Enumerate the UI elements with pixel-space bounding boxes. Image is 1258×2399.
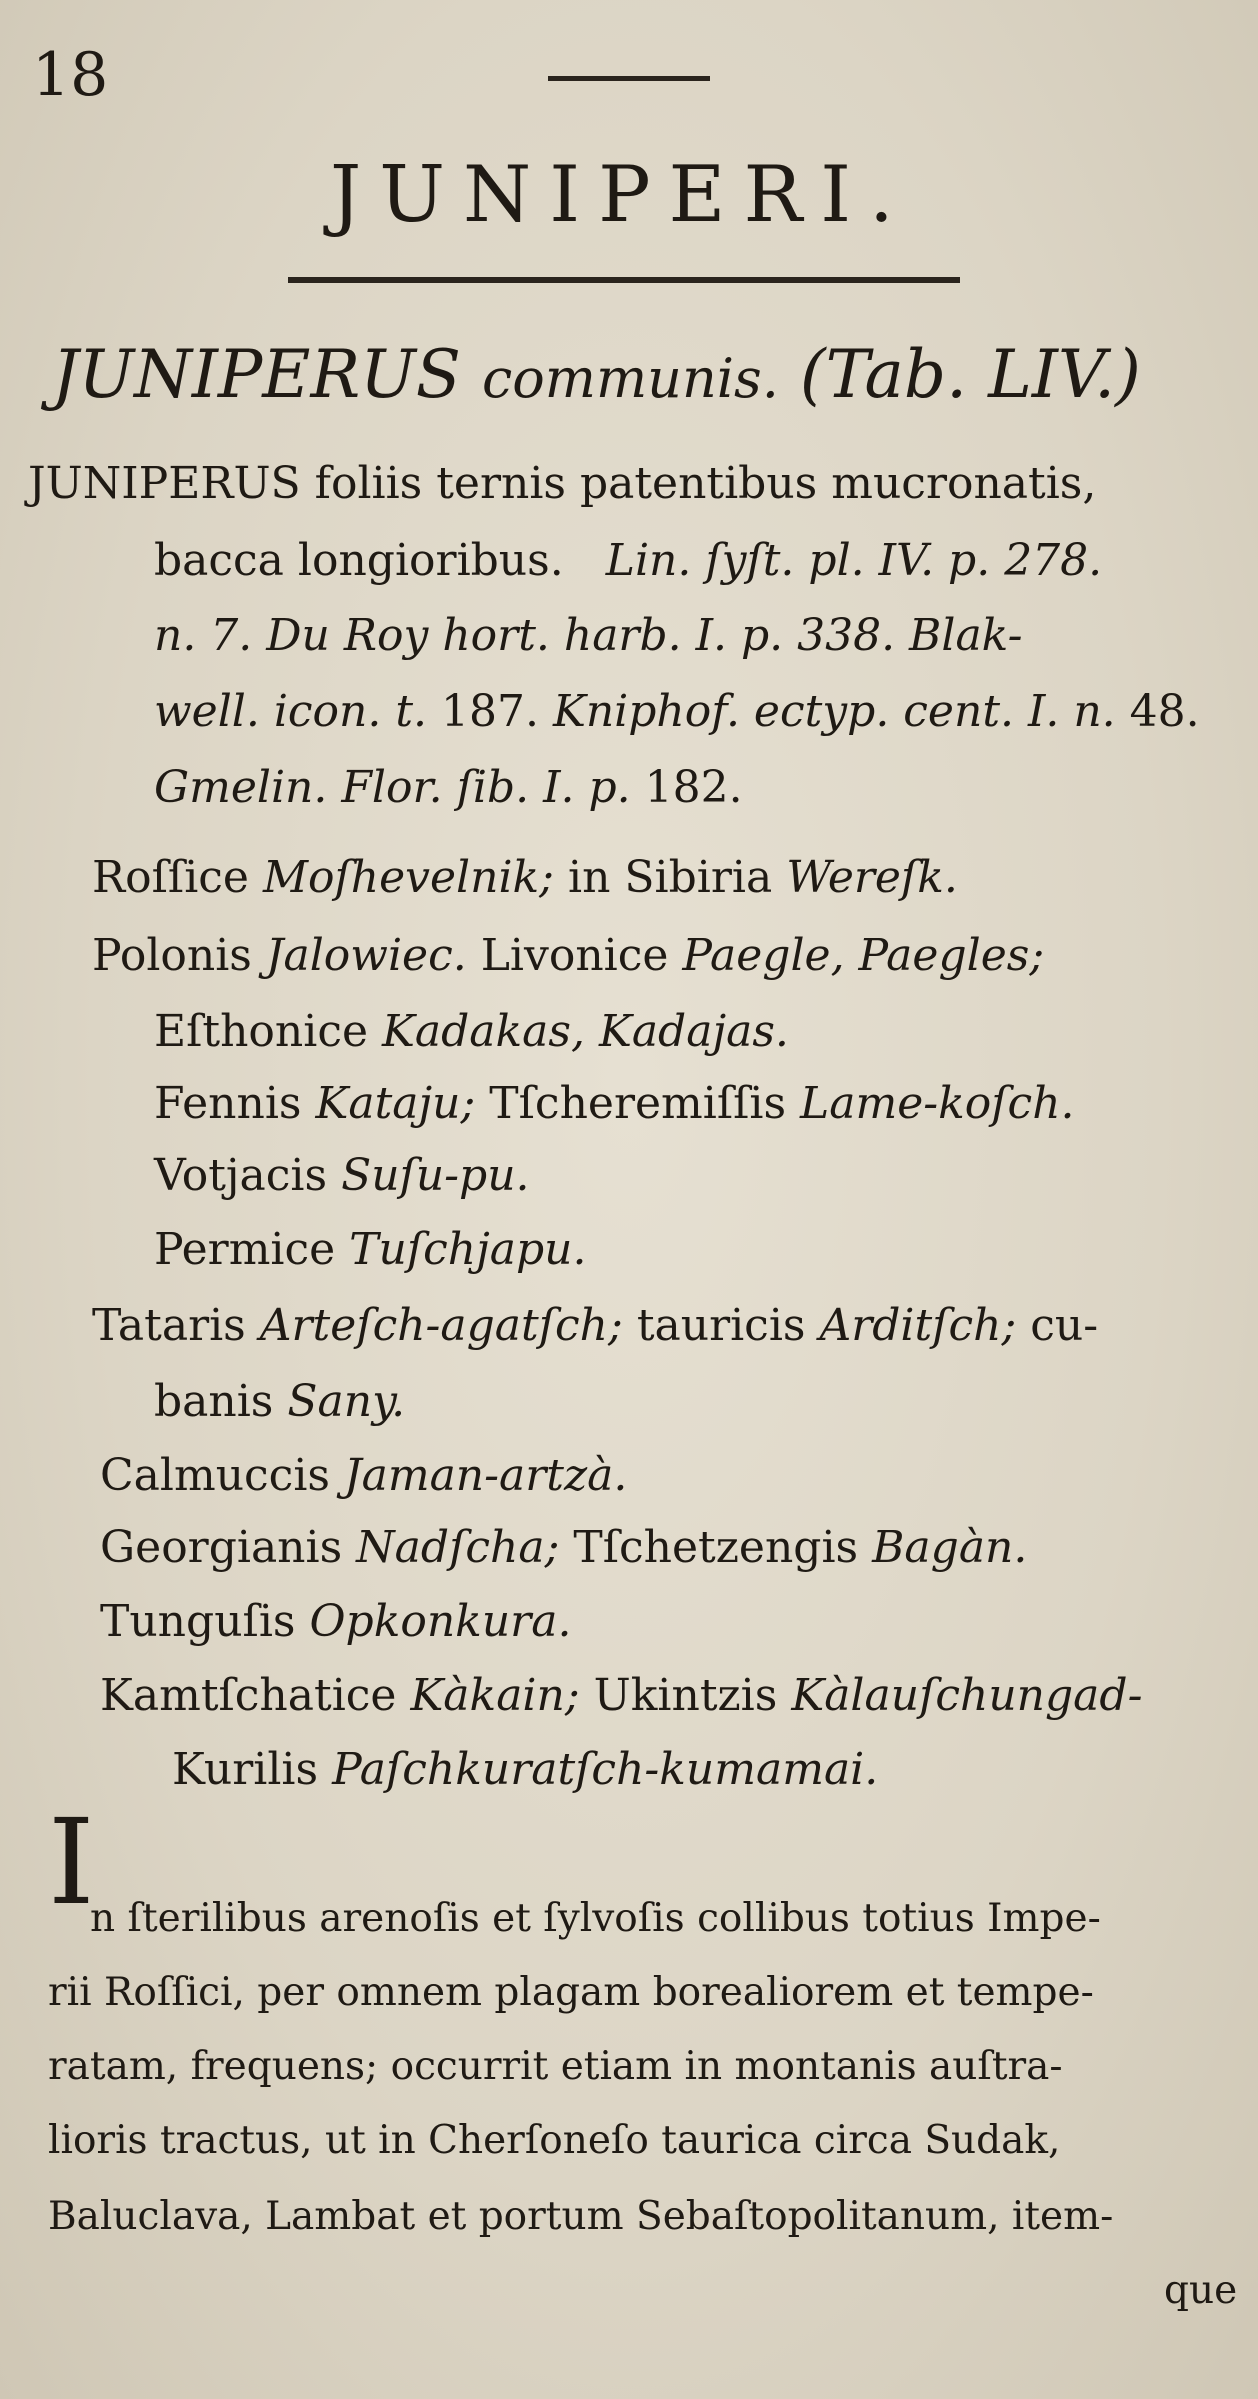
drop-cap: I [48,1793,95,1931]
header-rule [548,76,710,81]
vernacular-line: Polonis Jalowiec. Livonice Paegle, Paegles; [92,930,1045,981]
vernacular-line: Roſſice Moſhevelnik; in Sibiria Wereſk. [92,852,958,903]
vernacular-line: Georgianis Nadſcha; Tſchetzengis Bagàn. [100,1522,1028,1573]
species-genus: JUNIPERUS [52,336,462,413]
description-line: Gmelin. Flor. ſib. I. p. 182. [154,762,743,813]
vernacular-line: Tataris Arteſch-agatſch; tauricis Arditſch; cu- [92,1300,1099,1351]
vernacular-line: Tunguſis Opkonkura. [100,1596,572,1647]
vernacular-line: Calmuccis Jaman-artzà. [100,1450,628,1501]
species-epithet: communis. [482,347,779,410]
vernacular-line: Kurilis Paſchkuratſch-kumamai. [172,1744,879,1795]
paragraph-line: n ſterilibus arenoſis et ſylvoſis collibus totius Impe- [90,1896,1101,1941]
vernacular-line: Eſthonice Kadakas, Kadajas. [154,1006,789,1057]
page-number: 18 [32,40,109,110]
section-title: JUNIPERI. [330,150,912,240]
description-line: JUNIPERUS foliis ternis patentibus mucronatis, [28,458,1097,509]
description-line: n. 7. Du Roy hort. harb. I. p. 338. Blak- [154,610,1023,661]
description-line: well. icon. t. 187. Kniphof. ectyp. cent. I. n. 48. [154,686,1200,737]
vernacular-line: Kamtſchatice Kàkain; Ukintzis Kàlauſchungad- [100,1670,1143,1721]
paragraph-line: Baluclava, Lambat et portum Sebaſtopolitanum, item- [48,2194,1114,2239]
vernacular-line: Fennis Kataju; Tſcheremiſſis Lame-koſch. [154,1078,1075,1129]
paragraph-line: ratam, frequens; occurrit etiam in montanis auſtra- [48,2044,1063,2089]
vernacular-line: Votjacis Suſu-pu. [154,1150,530,1201]
vernacular-line: banis Sany. [154,1376,406,1427]
species-plate: (Tab. LIV.) [799,336,1141,413]
title-rule [288,277,960,283]
paragraph-line: rii Roſſici, per omnem plagam borealiorem et tempe- [48,1970,1094,2015]
vernacular-line: Permice Tuſchjapu. [154,1224,587,1275]
species-heading [52,336,1141,413]
description-line: bacca longioribus. Lin. ſyſt. pl. IV. p. 278. [154,535,1103,586]
paragraph-line: lioris tractus, ut in Cherſoneſo taurica circa Sudak, [48,2118,1061,2163]
catchword: que [1164,2268,1238,2313]
